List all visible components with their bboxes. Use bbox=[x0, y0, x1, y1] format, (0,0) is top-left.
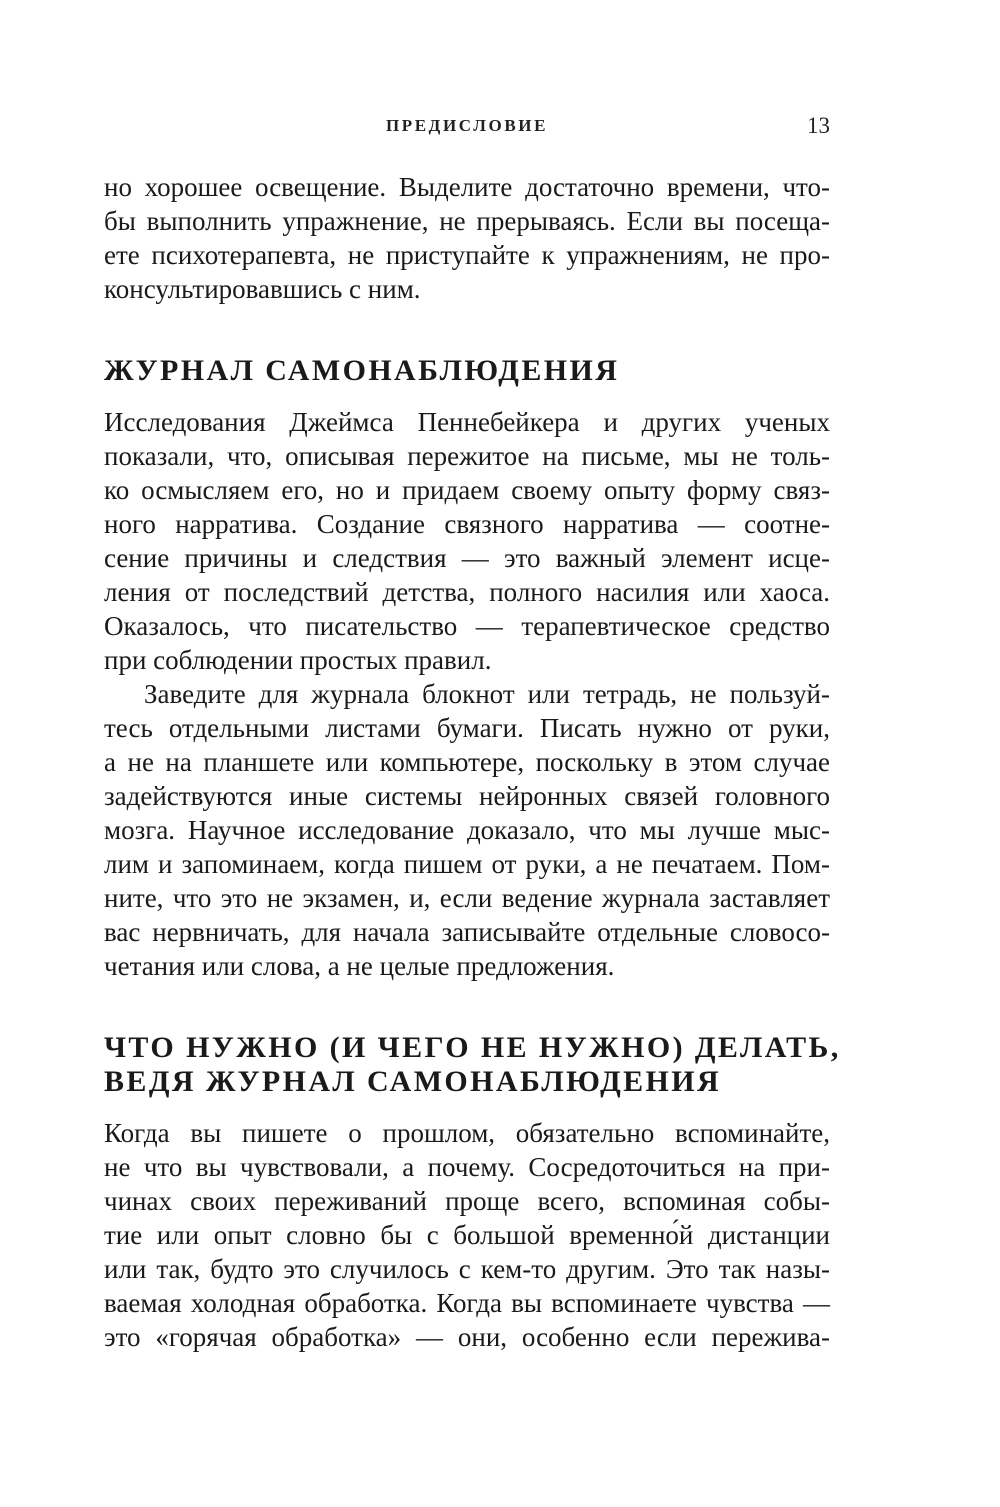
paragraph-line: ваемая холодная обработка. Когда вы вспоминаете чувства — bbox=[104, 1288, 830, 1318]
paragraph-line: не что вы чувствовали, а почему. Сосредоточиться на при- bbox=[104, 1152, 830, 1182]
section-heading: ЖУРНАЛ САМОНАБЛЮДЕНИЯ bbox=[104, 354, 620, 387]
intro-line: ете психотерапевта, не приступайте к упражнениям, не про- bbox=[104, 240, 830, 270]
paragraph-line: Когда вы пишете о прошлом, обязательно вспоминайте, bbox=[104, 1118, 830, 1148]
paragraph-line: сение причины и следствия — это важный элемент исце- bbox=[104, 543, 830, 573]
paragraph-line: чинах своих переживаний проще всего, вспоминая собы- bbox=[104, 1186, 830, 1216]
intro-line: но хорошее освещение. Выделите достаточно времени, что- bbox=[104, 172, 830, 202]
paragraph-line: ления от последствий детства, полного насилия или хаоса. bbox=[104, 577, 830, 607]
running-title: ПРЕДИСЛОВИЕ bbox=[385, 116, 549, 135]
paragraph-line: ко осмысляем его, но и придаем своему опыту форму связ- bbox=[104, 475, 830, 505]
paragraph-line: вас нервничать, для начала записывайте отдельные словосо- bbox=[104, 917, 830, 947]
paragraph-line: четания или слова, а не целые предложения. bbox=[104, 951, 615, 981]
paragraph-line: показали, что, описывая пережитое на письме, мы не толь- bbox=[104, 441, 830, 471]
paragraph-line: тесь отдельными листами бумаги. Писать нужно от руки, bbox=[104, 713, 830, 743]
paragraph-line: Исследования Джеймса Пеннебейкера и других ученых bbox=[104, 407, 830, 437]
paragraph-line: Заведите для журнала блокнот или тетрадь, не пользуй- bbox=[144, 679, 830, 709]
paragraph-line: ного нарратива. Создание связного нарратива — соотне- bbox=[104, 509, 830, 539]
intro-line: консультировавшись с ним. bbox=[104, 274, 421, 304]
section-heading: ЧТО НУЖНО (И ЧЕГО НЕ НУЖНО) ДЕЛАТЬ, bbox=[104, 1031, 841, 1064]
paragraph-line: или так, будто это случилось с кем-то другим. Это так назы- bbox=[104, 1254, 830, 1284]
paragraph-line: ните, что это не экзамен, и, если ведение журнала заставляет bbox=[104, 883, 830, 913]
paragraph-line: Оказалось, что писательство — терапевтическое средство bbox=[104, 611, 830, 641]
page-number: 13 bbox=[807, 113, 830, 138]
paragraph-line: тие или опыт словно бы с большой временно́й дистанции bbox=[104, 1220, 830, 1250]
paragraph-line: задействуются иные системы нейронных связей головного bbox=[104, 781, 830, 811]
running-head bbox=[104, 113, 830, 146]
paragraph-line: лим и запоминаем, когда пишем от руки, а не печатаем. Пом- bbox=[104, 849, 830, 879]
paragraph-line: это «горячая обработка» — они, особенно если пережива- bbox=[104, 1322, 830, 1352]
intro-line: бы выполнить упражнение, не прерываясь. Если вы посеща- bbox=[104, 206, 830, 236]
paragraph-line: мозга. Научное исследование доказало, что мы лучше мыс- bbox=[104, 815, 830, 845]
paragraph-line: а не на планшете или компьютере, поскольку в этом случае bbox=[104, 747, 830, 777]
section-heading: ВЕДЯ ЖУРНАЛ САМОНАБЛЮДЕНИЯ bbox=[104, 1065, 722, 1098]
paragraph-line: при соблюдении простых правил. bbox=[104, 645, 492, 675]
